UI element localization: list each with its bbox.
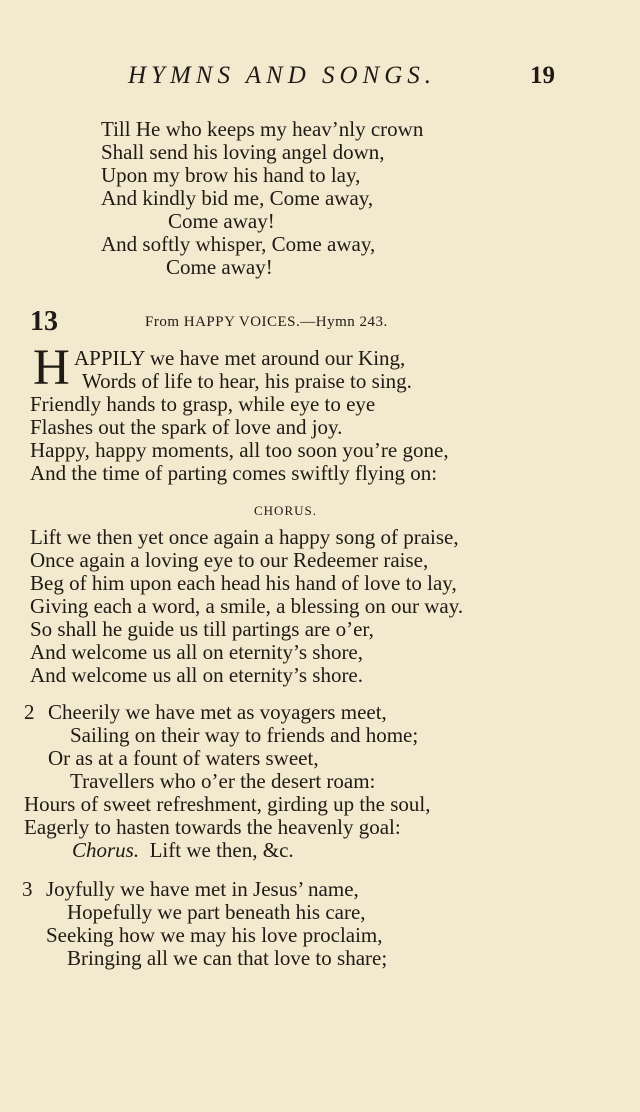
verse-line: And kindly bid me, Come away, (101, 186, 374, 210)
verse-line: Hopefully we part beneath his care, (67, 900, 366, 924)
chorus-line: So shall he guide us till partings are o’er, (30, 617, 374, 641)
verse-line: Sailing on their way to friends and home; (70, 723, 419, 747)
chorus-ref-text: Lift we then, &c. (149, 838, 294, 862)
verse-line: Till He who keeps my heav’nly crown (101, 117, 424, 141)
running-title: HYMNS AND SONGS. (128, 62, 437, 89)
hymn-source: From HAPPY VOICES.—Hymn 243. (145, 314, 388, 330)
verse-line: Come away! (168, 209, 275, 233)
drop-cap: H (33, 340, 70, 396)
verse-line: Shall send his loving angel down, (101, 140, 385, 164)
chorus-line: Giving each a word, a smile, a blessing on our way. (30, 594, 464, 618)
stanza-number: 3 (22, 877, 33, 901)
chorus-ref-label: Chorus. (72, 838, 140, 862)
verse-line: Cheerily we have met as voyagers meet, (48, 700, 387, 724)
verse-line: Eagerly to hasten towards the heavenly goal: (24, 815, 401, 839)
hymn-number: 13 (30, 306, 58, 337)
verse-line: And the time of parting comes swiftly flying on: (30, 461, 438, 485)
running-header (0, 62, 640, 94)
stanza-number: 2 (24, 700, 35, 724)
verse-line: Happy, happy moments, all too soon you’re gone, (30, 438, 449, 462)
verse-line: Words of life to hear, his praise to sing. (82, 369, 412, 393)
chorus-line: Lift we then yet once again a happy song of praise, (30, 525, 459, 549)
chorus-line: And welcome us all on eternity’s shore, (30, 640, 364, 664)
verse-line: Or as at a fount of waters sweet, (48, 746, 319, 770)
chorus-line: Beg of him upon each head his hand of love to lay, (30, 571, 457, 595)
verse-line: Travellers who o’er the desert roam: (70, 769, 376, 793)
page-number: 19 (530, 62, 555, 89)
verse-line: APPILY we have met around our King, (74, 346, 406, 370)
verse-line: And softly whisper, Come away, (101, 232, 376, 256)
verse-line: Bringing all we can that love to share; (67, 946, 388, 970)
verse-line: Come away! (166, 255, 273, 279)
verse-line: Hours of sweet refreshment, girding up the soul, (24, 792, 431, 816)
chorus-line: Once again a loving eye to our Redeemer raise, (30, 548, 429, 572)
chorus-line: And welcome us all on eternity’s shore. (30, 663, 364, 687)
verse-line: Upon my brow his hand to lay, (101, 163, 361, 187)
chorus-reference (72, 838, 294, 862)
verse-line: Joyfully we have met in Jesus’ name, (46, 877, 359, 901)
verse-line: Seeking how we may his love proclaim, (46, 923, 383, 947)
verse-line: Flashes out the spark of love and joy. (30, 415, 343, 439)
chorus-heading: CHORUS. (254, 503, 317, 518)
verse-line: Friendly hands to grasp, while eye to eye (30, 392, 376, 416)
